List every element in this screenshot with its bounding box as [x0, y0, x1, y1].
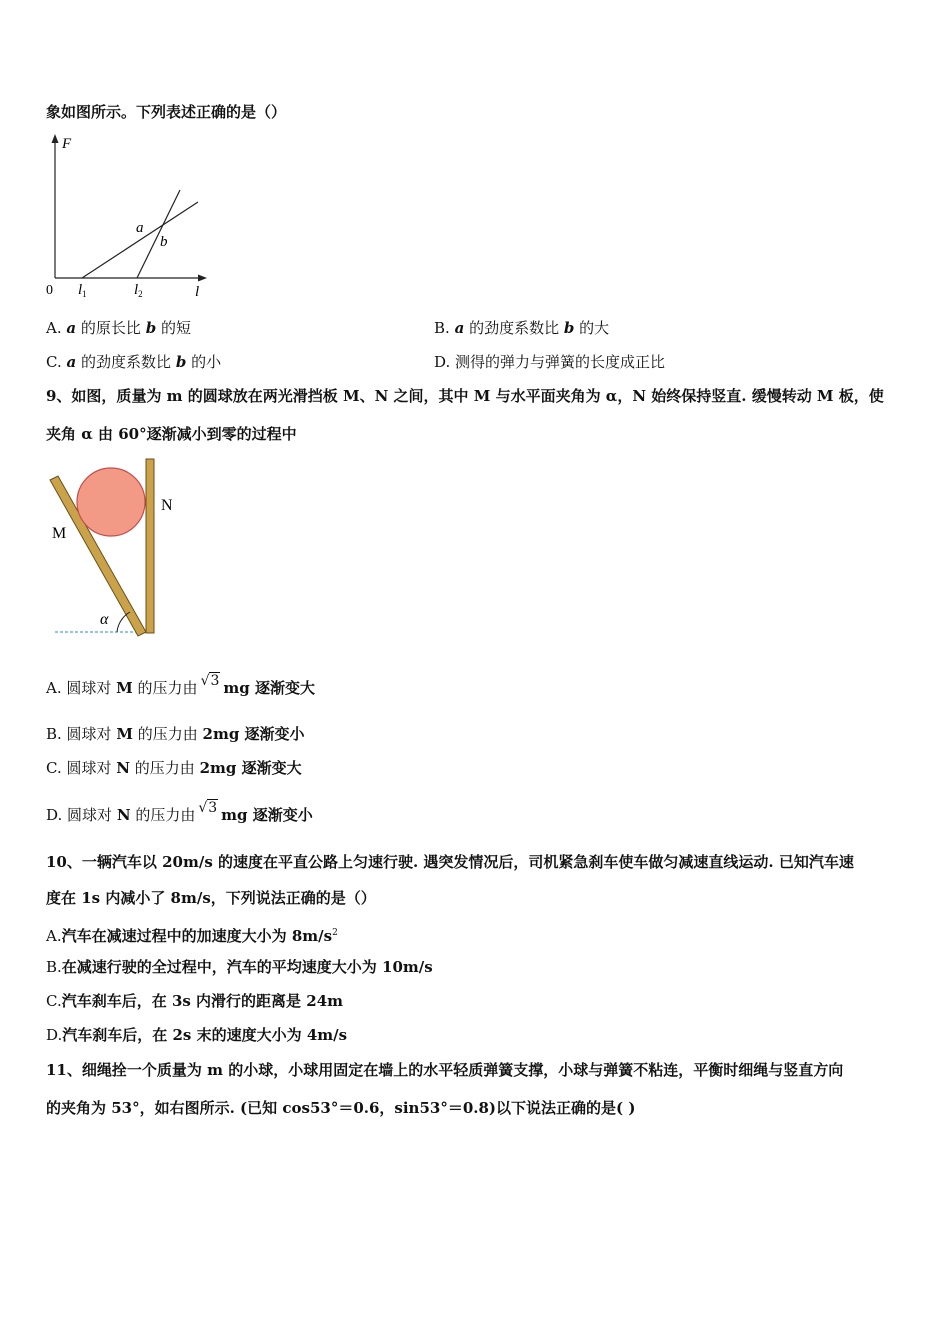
q9-ball-boards-figure: [45, 452, 195, 642]
q8-option-a[interactable]: A. a 的原长比 b 的短: [46, 319, 191, 337]
ball: [77, 468, 145, 536]
q11-stem-line1: 11、细绳拴一个质量为 m 的小球，小球用固定在墙上的水平轻质弹簧支撑，小球与弹簧不粘连，平衡时细绳与竖直方向: [46, 1061, 844, 1079]
q10-option-a[interactable]: A.汽车在减速过程中的加速度大小为 $8m/s^2$: [46, 927, 338, 945]
tick-l1-label: $l_1$: [78, 282, 87, 299]
label-m: M: [52, 525, 67, 542]
q9-stem-line2: 夹角 α 由 60°逐渐减小到零的过程中: [46, 425, 297, 443]
q9-stem-line1: 9、如图，质量为 m 的圆球放在两光滑挡板 M、N 之间，其中 M 与水平面夹角为 α，N 始终保持竖直. 缓慢转动 M 板，使: [46, 387, 884, 405]
sqrt-symbol: √3: [200, 673, 220, 689]
q9-option-a[interactable]: A. 圆球对 M 的压力由 √3 mg 逐渐变大: [46, 673, 315, 697]
q9-option-c[interactable]: C. 圆球对 N 的压力由 2mg 逐渐变大: [46, 759, 302, 777]
tick-l2-label: $l_2$: [134, 282, 143, 299]
line-b-label: b: [160, 234, 168, 250]
origin-label: 0: [46, 283, 53, 298]
q10-stem-line1: 10、一辆汽车以 20m/s 的速度在平直公路上匀速行驶. 遇突发情况后，司机紧急刹车使车做匀减速直线运动. 已知汽车速: [46, 853, 854, 871]
y-axis-arrow: [52, 134, 59, 143]
q9-option-d[interactable]: D. 圆球对 N 的压力由 √3 mg 逐渐变小: [46, 800, 313, 824]
label-alpha: α: [100, 611, 109, 628]
q11-stem-line2: 的夹角为 53°，如右图所示. (已知 cos53°＝0.6，sin53°＝0.8)以下说法正确的是( ): [46, 1099, 636, 1117]
q8-option-b[interactable]: B. a 的劲度系数比 b 的大: [434, 319, 610, 337]
q8-option-d[interactable]: D. 测得的弹力与弹簧的长度成正比: [434, 353, 666, 371]
q9-option-b[interactable]: B. 圆球对 M 的压力由 2mg 逐渐变小: [46, 725, 305, 743]
x-axis-label: l: [195, 284, 200, 300]
q8-stem-tail: 象如图所示。下列表述正确的是（）: [46, 103, 287, 121]
q10-option-d[interactable]: D.汽车刹车后，在 2s 末的速度大小为 4m/s: [46, 1026, 348, 1044]
line-a-label: a: [136, 220, 144, 236]
q10-option-c[interactable]: C.汽车刹车后，在 3s 内滑行的距离是 24m: [46, 992, 344, 1010]
sqrt-symbol: √3: [198, 800, 218, 816]
q8-option-c[interactable]: C. a 的劲度系数比 b 的小: [46, 353, 222, 371]
x-axis-arrow: [198, 275, 207, 282]
q8-force-length-graph: [40, 130, 220, 305]
q10-stem-line2: 度在 1s 内减小了 8m/s，下列说法正确的是（）: [46, 889, 376, 907]
board-n: [146, 459, 154, 633]
line-a: [82, 202, 198, 278]
q10-option-b[interactable]: B.在减速行驶的全过程中，汽车的平均速度大小为 10m/s: [46, 958, 433, 976]
y-axis-label: F: [62, 136, 72, 152]
label-n: N: [161, 497, 173, 514]
